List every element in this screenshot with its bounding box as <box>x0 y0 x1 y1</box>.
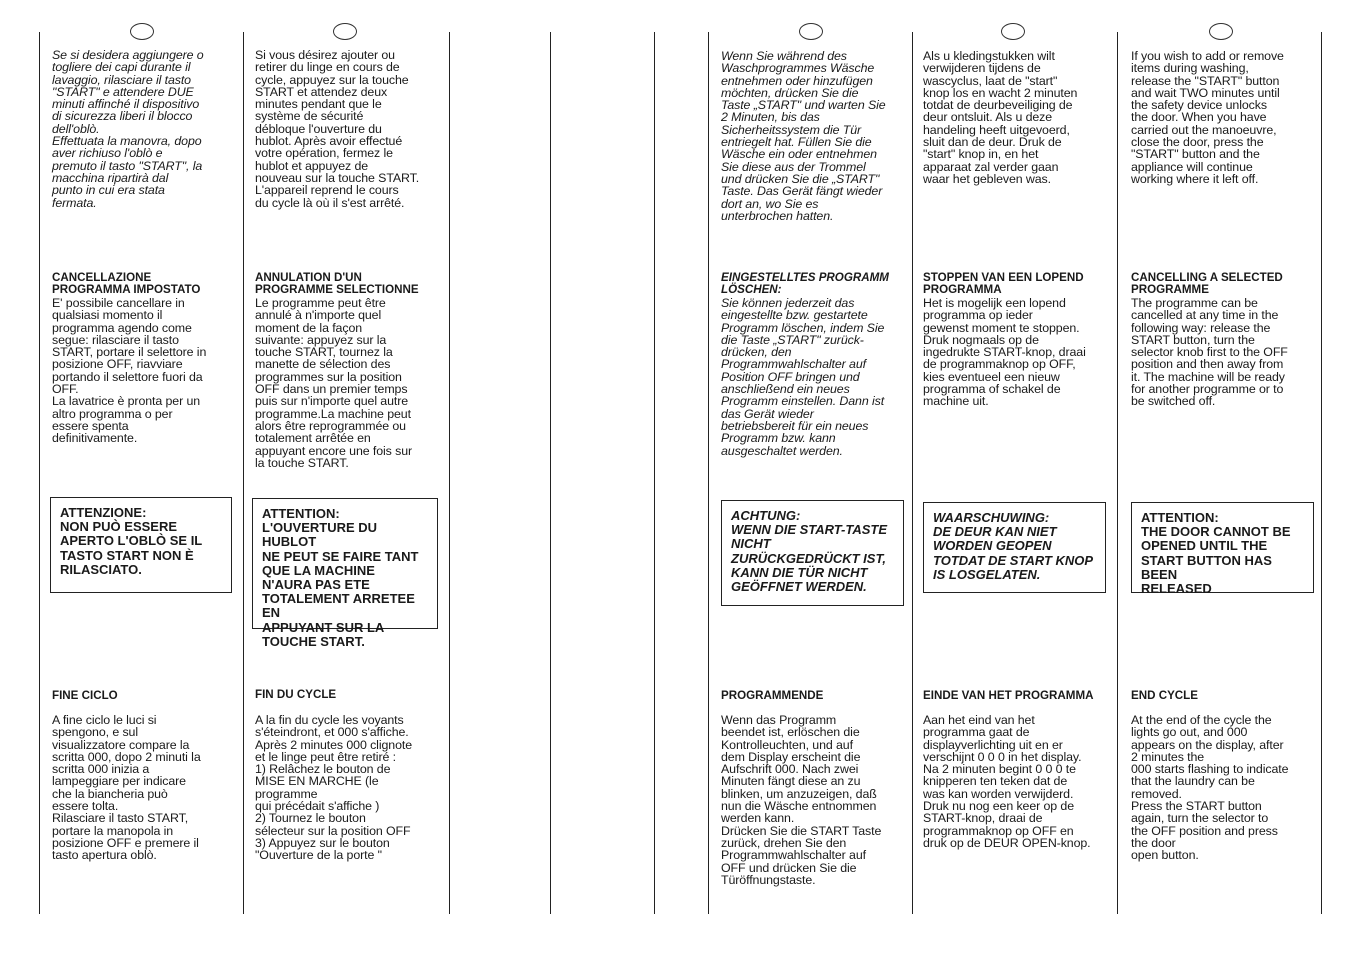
cancel-heading: EINGESTELLTES PROGRAMM LÖSCHEN: <box>721 271 889 297</box>
end-heading: EINDE VAN HET PROGRAMMA <box>923 689 1094 702</box>
cancel-text: Het is mogelijk een lopend programma op ieder gewenst moment te stoppen. Druk nogmaals op de ingedrukte START-knop, draai de programmaknop op OFF, kies eventueel een nieuw programma of schakel de machine uit. <box>923 296 1086 409</box>
language-flag-icon <box>130 23 154 40</box>
language-flag-icon <box>333 23 357 40</box>
intro-text: Se si desidera aggiungere o togliere dei capi durante il lavaggio, rilasciare il tasto "START" e attendere DUE minuti affinché il dispositivo di sicurezza liberi il blocco dell'oblò. Effettuata la manovra, dopo aver richiuso l'oblò e premuto il tasto "START", la macchina ripartirà dal punto in cui era stata fermata. <box>52 48 204 210</box>
column-divider <box>1321 32 1322 914</box>
column-divider <box>912 32 913 914</box>
cancel-text: E' possibile cancellare in qualsiasi momento il programma agendo come segue: rilasciare il tasto START, portare il selettore in posizione OFF, riavviare portando il selettore fuori da OFF. La lavatrice è pronta per un altro programma o per essere spenta definitivamente. <box>52 296 207 446</box>
cancel-heading: STOPPEN VAN EEN LOPEND PROGRAMMA <box>923 271 1084 297</box>
warning-box <box>252 498 438 649</box>
intro-text: Als u kledingstukken wilt verwijderen tijdens de wascyclus, laat de "start" knop los en wacht 2 minuten totdat de deurbeveiliging de deur ontsluit. Als u deze handeling heeft uitgevoerd, sluit dan de deur. Druk de "start" knop in, en het apparaat zal verder gaan waar het gebleven was. <box>923 49 1078 186</box>
warning-box <box>50 497 232 593</box>
warning-box <box>923 502 1106 593</box>
language-flag-icon <box>799 23 823 40</box>
column-divider <box>39 32 40 914</box>
end-text: A la fin du cycle les voyants s'éteindront, et 000 s'affiche. Après 2 minutes 000 clignote et le linge peut être retiré : 1) Relâchez le bouton de MISE EN MARCHE (le programme qui précédait s'affiche ) 2) Tournez le bouton sélecteur sur la position OFF 3) Appuyez sur le bouton "Ouverture de la porte " <box>255 713 412 863</box>
intro-text: Wenn Sie während des Waschprogrammes Wäsche entnehmen oder hinzufügen möchten, drücken Sie die Taste „START" und warten Sie 2 Minuten, bis das Sicherheitssystem die Tür entriegelt hat. Füllen Sie die Wäsche ein oder entnehmen Sie diese aus der Trommel und drücken Sie die „START" Taste. Das Gerät fängt wieder dort an, wo Sie es unterbrochen hatten. <box>721 49 886 223</box>
column-divider <box>243 32 244 914</box>
end-text: Aan het eind van het programma gaat de displayverlichting uit en er verschijnt 0 0 0 in het display. Na 2 minuten begint 0 0 0 te knipperen ten teken dat de was kan worden verwijderd. Druk nu nog een keer op de START-knop, draai de programmaknop op OFF en druk op de DEUR OPEN-knop. <box>923 713 1091 850</box>
column-divider <box>1117 32 1118 914</box>
cancel-heading: ANNULATION D'UN PROGRAMME SELECTIONNE <box>255 271 419 297</box>
language-flag-icon <box>1001 23 1025 40</box>
cancel-text: Sie können jederzeit das eingestellte bzw. gestartete Programm löschen, indem Sie die Taste „START" zurück- drücken, den Programmwahlschalter auf Position OFF bringen und anschließend ein neues Programm einstellen. Dann ist das Gerät wieder betriebsbereit für ein neues Programm bzw. kann ausgeschaltet werden. <box>721 296 885 458</box>
end-text: Wenn das Programm beendet ist, erlöschen die Kontrolleuchten, und auf dem Display erscheint die Aufschrift 000. Nach zwei Minuten fängt diese an zu blinken, um anzuzeigen, daß nun die Wäsche entnommen werden kann. Drücken Sie die START Taste zurück, drehen Sie den Programmwahlschalter auf OFF und drücken Sie die Türöffnungstaste. <box>721 713 882 887</box>
end-heading: END CYCLE <box>1131 689 1198 702</box>
warning-box <box>721 500 904 606</box>
warning-text: ATTENTION: THE DOOR CANNOT BE OPENED UNTIL THE START BUTTON HAS BEEN RELEASED <box>1141 510 1291 597</box>
end-heading: FIN DU CYCLE <box>255 688 337 701</box>
warning-text: WAARSCHUWING: DE DEUR KAN NIET WORDEN GEOPEN TOTDAT DE START KNOP IS LOSGELATEN. <box>933 510 1094 582</box>
end-text: At the end of the cycle the lights go out, and 000 appears on the display, after 2 minutes the 000 starts flashing to indicate that the laundry can be removed. Press the START button again, turn the selector to the OFF position and press the door open button. <box>1131 713 1289 863</box>
cancel-text: Le programme peut être annulé à n'importe quel moment de la façon suivante: appuyez sur la touche START, tournez la manette de sélection des programmes sur la position OFF dans un premier temps puis sur n'importe quel autre programme.La machine peut alors être reprogrammée ou totalement arrêtée en appuyant encore une fois sur la touche START. <box>255 296 413 470</box>
warning-text: ATTENZIONE: NON PUÒ ESSERE APERTO L'OBLÒ SE IL TASTO START NON È RILASCIATO. <box>60 505 203 577</box>
cancel-heading: CANCELLAZIONE PROGRAMMA IMPOSTATO <box>52 271 201 297</box>
end-text: A fine ciclo le luci si spengono, e sul visualizzatore compare la scritta 000, dopo 2 minuti la scritta 000 inizia a lampeggiare per indicare che la biancheria può essere tolta. Rilasciare il tasto START, portare la manopola in posizione OFF e premere il tasto apertura oblò. <box>52 713 201 863</box>
column-divider <box>654 32 655 914</box>
language-flag-icon <box>1209 23 1233 40</box>
cancel-text: The programme can be cancelled at any time in the following way: release the START button, turn the selector knob first to the OFF position and then away from it. The machine will be ready for another programme or to be switched off. <box>1131 296 1288 409</box>
end-heading: PROGRAMMENDE <box>721 689 824 702</box>
intro-text: If you wish to add or remove items during washing, release the "START" button and wait TWO minutes until the safety device unlocks the door. When you have carried out the manoeuvre, close the door, press the "START" button and the appliance will continue working where it left off. <box>1131 49 1284 186</box>
column-divider <box>449 32 450 914</box>
column-divider <box>550 32 551 914</box>
warning-box <box>1131 502 1314 597</box>
warning-text: ACHTUNG: WENN DIE START-TASTE NICHT ZURÜCKGEDRÜCKT IST, KANN DIE TÜR NICHT GEÖFFNET WERDEN. <box>731 508 887 595</box>
warning-text: ATTENTION: L'OUVERTURE DU HUBLOT NE PEUT SE FAIRE TANT QUE LA MACHINE N'AURA PAS ETE TOTALEMENT ARRETEE EN APPUYANT SUR LA TOUCHE START. <box>262 506 419 649</box>
intro-text: Si vous désirez ajouter ou retirer du linge en cours de cycle, appuyez sur la touche START et attendez deux minutes pendant que le système de sécurité débloque l'ouverture du hublot. Après avoir effectué votre opération, fermez le hublot et appuyez de nouveau sur la touche START. L'appareil reprend le cours du cycle là où il s'est arrêté. <box>255 48 420 210</box>
column-divider <box>708 32 709 914</box>
cancel-heading: CANCELLING A SELECTED PROGRAMME <box>1131 271 1283 297</box>
end-heading: FINE CICLO <box>52 689 118 702</box>
